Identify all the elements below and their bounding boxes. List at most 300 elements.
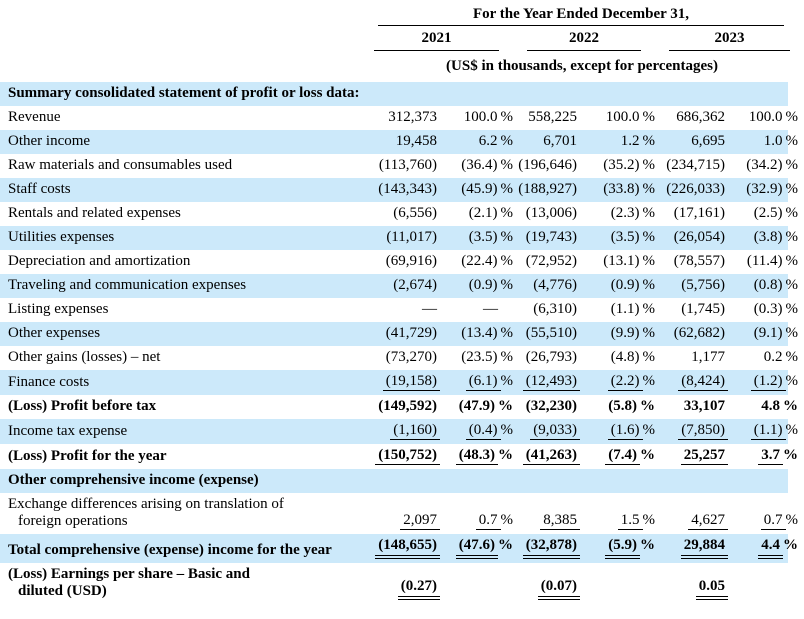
cell-value: (4,776) <box>533 277 577 293</box>
cell-value: (8,424) <box>678 373 728 391</box>
cell-2021-pct <box>440 274 513 298</box>
cell-2022-pct <box>580 298 655 322</box>
row-label-line1: (Loss) Earnings per share – Basic and <box>8 566 250 582</box>
cell-value: (1.1) <box>610 301 640 317</box>
table-row <box>0 274 804 298</box>
table-row <box>0 178 804 202</box>
cell-2022-value <box>513 563 580 604</box>
percent-sign: % <box>642 181 655 197</box>
cell-value: 3.7 <box>758 447 783 465</box>
percent-sign: % <box>642 277 655 293</box>
cell-2021-pct <box>440 130 513 154</box>
table-row <box>0 469 804 493</box>
cell-2022-value <box>513 322 580 346</box>
cell-2023-value <box>655 202 728 226</box>
cell-2022-pct <box>580 370 655 395</box>
cell-value: (13.1) <box>603 253 640 269</box>
cell-value: 4,627 <box>688 512 728 530</box>
cell-2022-pct <box>580 106 655 130</box>
cell-value: (55,510) <box>525 325 577 341</box>
percent-sign: % <box>642 229 655 245</box>
cell-value: (11,017) <box>386 229 437 245</box>
percent-sign: % <box>500 422 513 438</box>
cell-2022-value <box>513 298 580 322</box>
percent-sign: % <box>785 422 799 438</box>
cell-value: (3.5) <box>468 229 498 245</box>
cell-value: (4.8) <box>610 349 640 365</box>
row-label: Other income <box>0 130 360 154</box>
cell-2023-pct <box>728 178 804 202</box>
cell-value: (2.1) <box>468 205 498 221</box>
cell-2023-pct <box>728 250 804 274</box>
cell-value: (9,033) <box>530 422 580 440</box>
row-label-line2: diluted (USD) <box>18 583 107 599</box>
cell-value: (1,745) <box>681 301 725 317</box>
header-spacer <box>0 53 360 82</box>
cell-value: (1.1) <box>751 422 786 440</box>
cell-2021-pct <box>440 298 513 322</box>
percent-sign: % <box>785 205 799 221</box>
percent-sign: % <box>785 277 799 293</box>
cell-2021-value <box>360 493 440 534</box>
percent-sign: % <box>785 253 799 269</box>
cell-2022-value <box>513 444 580 469</box>
cell-2022-value <box>513 130 580 154</box>
cell-value: (32,230) <box>525 398 577 414</box>
cell-value: 100.0 <box>748 109 783 125</box>
cell-value: (13.4) <box>461 325 498 341</box>
percent-sign: % <box>642 109 655 125</box>
cell-2021-pct <box>440 563 513 604</box>
cell-value: 1.0 <box>763 133 783 149</box>
cell-2023-value <box>655 419 728 444</box>
cell-2023-pct <box>728 322 804 346</box>
table-row <box>0 130 804 154</box>
cell-value: 0.7 <box>476 512 501 530</box>
cell-value: (148,655) <box>375 537 440 559</box>
cell-2021-pct <box>440 370 513 395</box>
percent-sign: % <box>642 253 655 269</box>
cell-value: 4.4 <box>758 537 783 559</box>
cell-value: (0.9) <box>468 277 498 293</box>
header-units-row <box>0 53 804 82</box>
cell-2023-pct <box>728 370 804 395</box>
percent-sign: % <box>642 349 655 365</box>
row-label: (Loss) Profit before tax <box>8 398 157 414</box>
cell-value: (7.4) <box>605 447 640 465</box>
cell-2022-value <box>513 226 580 250</box>
percent-sign: % <box>642 512 655 528</box>
cell-2023-value <box>655 322 728 346</box>
cell-2023-pct <box>728 395 804 419</box>
percent-sign: % <box>785 512 799 528</box>
percent-sign: % <box>500 325 513 341</box>
row-label: Utilities expenses <box>0 226 360 250</box>
percent-sign: % <box>783 398 799 414</box>
cell-value: (11.4) <box>746 253 783 269</box>
table-row <box>0 226 804 250</box>
table-row <box>0 493 804 534</box>
cell-value: (36.4) <box>461 157 498 173</box>
percent-sign: % <box>500 253 513 269</box>
percent-sign: % <box>640 447 655 463</box>
cell-2021-value <box>360 298 440 322</box>
cell-2023-value <box>655 346 728 370</box>
percent-sign: % <box>498 447 513 463</box>
cell-value: (3.8) <box>753 229 783 245</box>
row-label: (Loss) Profit for the year <box>8 448 167 464</box>
cell-value: 6,695 <box>691 133 725 149</box>
cell-value: (1.6) <box>608 422 643 440</box>
cell-value: 29,884 <box>681 537 728 559</box>
cell-2021-pct <box>440 419 513 444</box>
cell-value: — <box>483 301 498 317</box>
cell-2021-pct <box>440 202 513 226</box>
cell-2022-pct <box>580 178 655 202</box>
cell-2021-value <box>360 395 440 419</box>
table-row <box>0 202 804 226</box>
percent-sign: % <box>785 109 799 125</box>
cell-2022-value <box>513 493 580 534</box>
percent-sign: % <box>642 325 655 341</box>
cell-2023-pct <box>728 154 804 178</box>
row-label: Depreciation and amortization <box>8 253 191 269</box>
cell-value: (32,878) <box>523 537 580 559</box>
cell-value: (17,161) <box>673 205 725 221</box>
cell-2022-pct <box>580 274 655 298</box>
cell-2022-pct <box>580 226 655 250</box>
cell-value: 312,373 <box>388 109 437 125</box>
cell-2021-value <box>360 202 440 226</box>
cell-2023-value <box>655 395 728 419</box>
cell-value: (196,646) <box>518 157 577 173</box>
row-label: Other gains (losses) – net <box>8 349 161 365</box>
cell-value: 19,458 <box>395 133 437 149</box>
table-row <box>0 322 804 346</box>
percent-sign: % <box>642 157 655 173</box>
percent-sign: % <box>785 373 799 389</box>
cell-value: (143,343) <box>378 181 437 197</box>
cell-value: 6.2 <box>478 133 498 149</box>
cell-2022-pct <box>580 534 655 563</box>
cell-value: (2.3) <box>610 205 640 221</box>
cell-value: (26,793) <box>525 349 577 365</box>
cell-2021-value <box>360 130 440 154</box>
cell-2023-pct <box>728 493 804 534</box>
cell-2023-value <box>655 130 728 154</box>
row-label <box>0 563 360 604</box>
cell-value: (1.2) <box>751 373 786 391</box>
cell-2021-pct <box>440 395 513 419</box>
cell-value: (188,927) <box>518 181 577 197</box>
cell-2021-value <box>360 274 440 298</box>
cell-2023-value <box>655 563 728 604</box>
percent-sign: % <box>500 373 513 389</box>
cell-2022-value <box>513 274 580 298</box>
table-row <box>0 154 804 178</box>
cell-2022-pct <box>580 130 655 154</box>
cell-value: (0.9) <box>610 277 640 293</box>
cell-value: 2,097 <box>400 512 440 530</box>
cell-2023-pct <box>728 346 804 370</box>
percent-sign: % <box>642 205 655 221</box>
cell-2022-pct <box>580 322 655 346</box>
cell-value: 8,385 <box>540 512 580 530</box>
cell-value: (26,054) <box>673 229 725 245</box>
cell-value: (33.8) <box>603 181 640 197</box>
cell-value: (9.9) <box>610 325 640 341</box>
cell-2021-pct <box>440 493 513 534</box>
cell-value: (12,493) <box>523 373 580 391</box>
cell-value: 6,701 <box>543 133 577 149</box>
cell-2021-value <box>360 106 440 130</box>
cell-2023-pct <box>728 226 804 250</box>
cell-2021-value <box>360 226 440 250</box>
cell-2023-value <box>655 493 728 534</box>
cell-value: (0.07) <box>538 578 580 600</box>
cell-2023-pct <box>728 106 804 130</box>
row-label: Revenue <box>8 109 61 125</box>
year-column-2023: 2023 <box>669 30 790 51</box>
cell-value: (2.2) <box>608 373 643 391</box>
cell-value: (2,674) <box>393 277 437 293</box>
percent-sign: % <box>500 229 513 245</box>
cell-value: (9.1) <box>753 325 783 341</box>
cell-value: (22.4) <box>461 253 498 269</box>
percent-sign: % <box>500 512 513 528</box>
cell-2021-value <box>360 534 440 563</box>
header-span-row <box>0 0 804 28</box>
cell-2023-pct <box>728 298 804 322</box>
cell-2022-pct <box>580 395 655 419</box>
percent-sign: % <box>642 133 655 149</box>
cell-value: (35.2) <box>603 157 640 173</box>
cell-value: — <box>422 301 437 317</box>
cell-2023-value <box>655 274 728 298</box>
percent-sign: % <box>500 181 513 197</box>
cell-2023-value <box>655 444 728 469</box>
percent-sign: % <box>642 301 655 317</box>
table-row <box>0 346 804 370</box>
cell-value: (234,715) <box>666 157 725 173</box>
table-row <box>0 395 804 419</box>
cell-value: (73,270) <box>385 349 437 365</box>
row-label: Listing expenses <box>8 301 109 317</box>
cell-2023-pct <box>728 419 804 444</box>
cell-2021-pct <box>440 154 513 178</box>
cell-value: (72,952) <box>525 253 577 269</box>
percent-sign: % <box>640 398 655 414</box>
table-row <box>0 106 804 130</box>
cell-value: (19,743) <box>525 229 577 245</box>
cell-value: (5,756) <box>681 277 725 293</box>
cell-value: (1,160) <box>390 422 440 440</box>
table-row <box>0 370 804 395</box>
percent-sign: % <box>642 422 655 438</box>
cell-2023-pct <box>728 534 804 563</box>
percent-sign: % <box>500 349 513 365</box>
percent-sign: % <box>785 229 799 245</box>
cell-value: (13,006) <box>525 205 577 221</box>
table-body <box>0 82 804 604</box>
table-row <box>0 419 804 444</box>
cell-2021-pct <box>440 250 513 274</box>
percent-sign: % <box>640 537 655 553</box>
percent-sign: % <box>785 349 799 365</box>
cell-value: (6,556) <box>393 205 437 221</box>
percent-sign: % <box>785 181 799 197</box>
cell-2023-pct <box>728 274 804 298</box>
cell-value: 0.05 <box>696 578 728 600</box>
cell-value: 1,177 <box>691 349 725 365</box>
year-column-2022: 2022 <box>527 30 641 51</box>
cell-value: (6,310) <box>533 301 577 317</box>
row-label: Raw materials and consumables used <box>8 157 233 173</box>
percent-sign: % <box>500 157 513 173</box>
cell-2023-value <box>655 226 728 250</box>
cell-value: (113,760) <box>378 157 437 173</box>
percent-sign: % <box>785 325 799 341</box>
cell-value: (32.9) <box>746 181 783 197</box>
header-spacer <box>0 28 360 53</box>
cell-value: 558,225 <box>528 109 577 125</box>
cell-2023-value <box>655 178 728 202</box>
cell-value: 1.2 <box>620 133 640 149</box>
percent-sign: % <box>500 133 513 149</box>
cell-2023-pct <box>728 444 804 469</box>
cell-2021-pct <box>440 534 513 563</box>
cell-2022-value <box>513 106 580 130</box>
cell-2021-value <box>360 154 440 178</box>
cell-2023-value <box>655 250 728 274</box>
cell-2022-pct <box>580 202 655 226</box>
cell-2021-value <box>360 419 440 444</box>
cell-value: (149,592) <box>378 398 437 414</box>
cell-2022-value <box>513 370 580 395</box>
cell-value: 0.2 <box>763 349 783 365</box>
cell-2022-value <box>513 419 580 444</box>
cell-2023-value <box>655 106 728 130</box>
cell-value: 100.0 <box>463 109 498 125</box>
cell-value: (5.8) <box>608 398 637 414</box>
cell-value: (41,729) <box>385 325 437 341</box>
percent-sign: % <box>785 301 799 317</box>
cell-2022-value <box>513 202 580 226</box>
cell-value: (226,033) <box>666 181 725 197</box>
cell-value: 0.7 <box>761 512 786 530</box>
cell-2022-pct <box>580 444 655 469</box>
cell-2021-value <box>360 178 440 202</box>
cell-2022-value <box>513 534 580 563</box>
cell-value: (7,850) <box>678 422 728 440</box>
cell-2021-pct <box>440 106 513 130</box>
table-row <box>0 82 804 106</box>
cell-value: 100.0 <box>605 109 640 125</box>
cell-value: (41,263) <box>523 447 580 465</box>
cell-value: 686,362 <box>676 109 725 125</box>
row-label: Rentals and related expenses <box>8 205 181 221</box>
percent-sign: % <box>785 133 799 149</box>
cell-2022-pct <box>580 419 655 444</box>
table-row <box>0 250 804 274</box>
cell-value: (150,752) <box>375 447 440 465</box>
cell-value: (19,158) <box>383 373 440 391</box>
cell-2022-value <box>513 250 580 274</box>
cell-2021-value <box>360 346 440 370</box>
cell-2023-value <box>655 534 728 563</box>
percent-sign: % <box>783 447 799 463</box>
cell-value: (23.5) <box>461 349 498 365</box>
year-column-2021: 2021 <box>374 30 499 51</box>
cell-2022-value <box>513 178 580 202</box>
cell-value: (0.8) <box>753 277 783 293</box>
cell-2022-pct <box>580 154 655 178</box>
cell-value: (3.5) <box>610 229 640 245</box>
cell-value: (48.3) <box>456 447 498 465</box>
cell-value: (34.2) <box>746 157 783 173</box>
cell-2021-pct <box>440 322 513 346</box>
row-label: Income tax expense <box>0 419 360 444</box>
cell-2022-value <box>513 346 580 370</box>
row-label: Staff costs <box>0 178 360 202</box>
cell-2022-pct <box>580 563 655 604</box>
cell-2023-pct <box>728 563 804 604</box>
cell-2022-value <box>513 154 580 178</box>
cell-2022-value <box>513 395 580 419</box>
cell-value: (47.6) <box>456 537 498 559</box>
row-label <box>0 493 360 534</box>
row-label: Finance costs <box>0 370 360 395</box>
table-row <box>0 298 804 322</box>
row-label: Total comprehensive (expense) income for the year <box>0 534 360 563</box>
percent-sign: % <box>500 109 513 125</box>
cell-value: 1.5 <box>618 512 643 530</box>
table-row <box>0 444 804 469</box>
cell-value: (5.9) <box>605 537 640 559</box>
year-ended-header: For the Year Ended December 31, <box>378 6 784 26</box>
cell-value: 33,107 <box>683 398 725 414</box>
cell-value: (6.1) <box>466 373 501 391</box>
cell-2021-value <box>360 444 440 469</box>
cell-2023-pct <box>728 202 804 226</box>
row-label: Other comprehensive income (expense) <box>0 469 804 493</box>
cell-2022-pct <box>580 493 655 534</box>
cell-value: (62,682) <box>673 325 725 341</box>
cell-2021-pct <box>440 346 513 370</box>
cell-2021-value <box>360 322 440 346</box>
row-label-line1: Exchange differences arising on translation of <box>8 496 284 512</box>
cell-2023-value <box>655 370 728 395</box>
percent-sign: % <box>498 537 513 553</box>
row-label-line2: foreign operations <box>18 513 128 529</box>
cell-2023-pct <box>728 130 804 154</box>
cell-value: 4.8 <box>761 398 781 414</box>
percent-sign: % <box>500 277 513 293</box>
cell-2023-value <box>655 298 728 322</box>
percent-sign: % <box>783 537 799 553</box>
cell-2021-pct <box>440 444 513 469</box>
cell-value: (78,557) <box>673 253 725 269</box>
table-row <box>0 563 804 604</box>
cell-value: (0.3) <box>753 301 783 317</box>
cell-2023-value <box>655 154 728 178</box>
cell-value: (0.4) <box>466 422 501 440</box>
cell-2021-value <box>360 250 440 274</box>
cell-2021-value <box>360 370 440 395</box>
cell-2022-pct <box>580 250 655 274</box>
percent-sign: % <box>498 398 513 414</box>
header-spacer <box>0 0 360 28</box>
